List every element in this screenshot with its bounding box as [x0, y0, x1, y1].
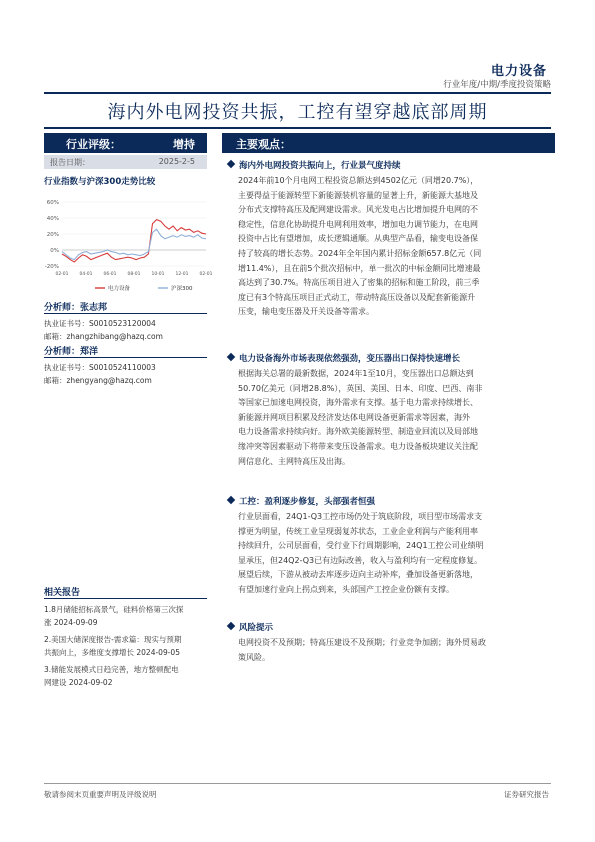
series-line [62, 220, 206, 262]
section-title: 海内外电网投资共振向上，行业景气度持续 [239, 161, 401, 171]
rating-label: 行业评级： [66, 138, 121, 151]
report-title: 海内外电网投资共振，工控有望穿越底部周期 [107, 102, 488, 123]
report-date-value: 2025-2-5 [158, 157, 195, 166]
y-tick-label: 20% [46, 232, 59, 238]
related-report-line: 3.储能发展模式日趋完善，地方整顿配电 [44, 665, 179, 674]
text-line: 持了较高的增长态势。2024年全年国内累计招标金额657.8亿元（同 [238, 248, 482, 258]
index-chart [40, 190, 213, 295]
related-report-line: 1.8月储能招标高景气，硅料价格第三次探 [44, 605, 184, 614]
x-tick-label: 02-01 [199, 272, 213, 277]
analyst-heading: 分析师：张志邦 [44, 303, 108, 313]
bullet-diamond-icon [227, 160, 235, 168]
section-body [238, 367, 554, 469]
y-tick-label: 40% [46, 216, 59, 222]
text-line: 压变，输电变压器及开关设备等需求。 [238, 307, 374, 317]
report-date-box [44, 155, 207, 169]
analyst-cert: 执业证书号：S0010523120004 [44, 319, 156, 328]
bullet-diamond-icon [227, 496, 235, 504]
section-heading [228, 495, 375, 507]
section-title: 风险提示 [239, 623, 274, 633]
related-report-line: 网建设 2024-09-02 [44, 678, 113, 687]
text-line: 电力设备需求持续向好。海外欧美能源转型、制造业回流以及局部地 [238, 427, 478, 437]
footer-divider [44, 783, 551, 784]
text-line: 显承压，但24Q2-Q3已有边际改善，收入与盈利均有一定程度修复。 [238, 555, 483, 565]
text-line: 等国家已加速电网投资，海外需求有支撑。基于电力需求持续增长、 [238, 398, 478, 408]
section-heading [228, 621, 273, 633]
x-tick-label: 06-01 [103, 272, 117, 277]
section-heading [228, 159, 401, 171]
doc-type-label: 行业年度/中期/季度投资策略 [443, 80, 551, 90]
related-reports-heading: 相关报告 [44, 588, 81, 598]
chart-title: 行业指数与沪深300走势比较 [44, 177, 156, 187]
rating-value: 增持 [173, 138, 195, 151]
y-tick-label: -20% [44, 264, 59, 270]
x-tick-label: 02-01 [55, 272, 69, 277]
related-report-item[interactable] [44, 633, 210, 659]
section-title: 电力设备海外市场表现依然强劲，变压器出口保持快速增长 [239, 354, 461, 364]
text-line: 稳定性，信息化协助提升电网利用效率，增加电力调节能力，在电网 [238, 219, 478, 229]
bullet-diamond-icon [227, 353, 235, 361]
legend-label: 电力设备 [108, 286, 131, 292]
text-line: 撑更为明显，传统工业呈现弱复苏状态，工业企业利润与产能利用率 [238, 526, 478, 536]
related-report-line: 2.美国大储深度报告-需求篇：现实与预期 [44, 635, 182, 644]
text-line: 缘冲突等因素驱动下将带来变压设备需求。电力设备板块建议关注配 [238, 441, 478, 451]
related-report-item[interactable] [44, 603, 210, 629]
text-line: 50.70亿美元（同增28.8%），英国、美国、日本、印度、巴西、南非 [238, 383, 483, 393]
section-body [238, 636, 554, 665]
x-tick-label: 10-01 [151, 272, 165, 277]
analyst-email[interactable]: 邮箱：zhangzhibang@hazq.com [44, 332, 163, 341]
text-line: 分布式支撑特高压及配网建设需求。风光发电占比增加提升电网的不 [238, 205, 478, 215]
text-line: 网信息化、主网特高压及出海。 [238, 456, 350, 466]
analyst-cert: 执业证书号：S0010524110003 [44, 363, 156, 372]
text-line: 高达到了30.7%。特高压项目进入了密集的招标和施工阶段，前三季 [238, 278, 480, 288]
key-points-label: 主要观点： [236, 138, 291, 151]
text-line: 电网投资不及预期；特高压建设不及预期；行业竞争加剧；海外贸易政 [238, 638, 486, 647]
text-line: 根据海关总署的最新数据，2024年1至10月，变压器出口总额达到 [238, 369, 474, 378]
text-line: 有望加速行业向上拐点到来，头部国产工控企业份额有支撑。 [238, 584, 454, 594]
related-divider [44, 598, 207, 599]
footer-report-type: 证券研究报告 [504, 790, 549, 799]
analyst-heading: 分析师：郑洋 [44, 347, 99, 357]
x-tick-label: 12-01 [175, 272, 189, 277]
text-line: 持续回升，公司层面看，受行业下行周期影响，24Q1工控公司业绩明 [238, 541, 484, 551]
text-line: 主要得益于能源转型下新能源装机容量的显著上升，新能源大基地及 [238, 190, 478, 200]
rating-box [44, 133, 207, 153]
sector-label: 电力设备 [490, 64, 547, 79]
footer-disclaimer: 敬请参阅末页重要声明及评级说明 [44, 790, 157, 799]
y-tick-label: 0% [50, 248, 59, 254]
text-line: 2024年前10个月电网工程投资总额达到4502亿元（同增20.7%）， [238, 176, 479, 185]
x-tick-label: 08-01 [127, 272, 141, 277]
x-tick-label: 04-01 [79, 272, 93, 277]
bullet-diamond-icon [227, 622, 235, 630]
text-line: 展望后续，下游从被动去库逐步迈向主动补库，叠加设备更新落地， [238, 570, 478, 580]
text-line: 策风险。 [238, 652, 270, 662]
report-date-label: 报告日期： [50, 158, 90, 167]
title-divider [44, 127, 551, 129]
text-line: 度已有3个特高压项目正式动工，带动特高压设备以及配套新能源升 [238, 292, 476, 302]
related-report-line: 涨 2024-09-09 [44, 618, 98, 627]
text-line: 新能源并网项目积累及经济发达体电网设备更新需求等因素，海外 [238, 412, 470, 422]
section-heading [228, 352, 460, 364]
section-title: 工控：盈利逐步修复，头部强者恒强 [239, 497, 376, 507]
index-chart-svg [40, 190, 213, 295]
text-line: 行业层面看，24Q1-Q3工控市场仍处于筑底阶段，项目型市场需求支 [238, 512, 483, 521]
text-line: 增11.4%），且在前5个批次招标中，单一批次的中标金额同比增速最 [238, 263, 481, 273]
text-line: 投资中占比有望增加，成长逻辑通顺。从典型产品看，输变电设备保 [238, 234, 478, 244]
section-body [238, 174, 554, 320]
analyst-divider [44, 357, 207, 358]
section-body [238, 510, 554, 598]
related-report-item[interactable] [44, 663, 210, 689]
y-tick-label: 60% [46, 200, 59, 206]
analyst-email[interactable]: 邮箱：zhengyang@hazq.com [44, 376, 152, 385]
key-points-heading [222, 133, 555, 153]
analyst-divider [44, 313, 207, 314]
header-divider [44, 92, 551, 94]
related-report-line: 共振向上，多维度支撑增长 2024-09-05 [44, 648, 180, 657]
legend-label: 沪深300 [171, 286, 193, 292]
